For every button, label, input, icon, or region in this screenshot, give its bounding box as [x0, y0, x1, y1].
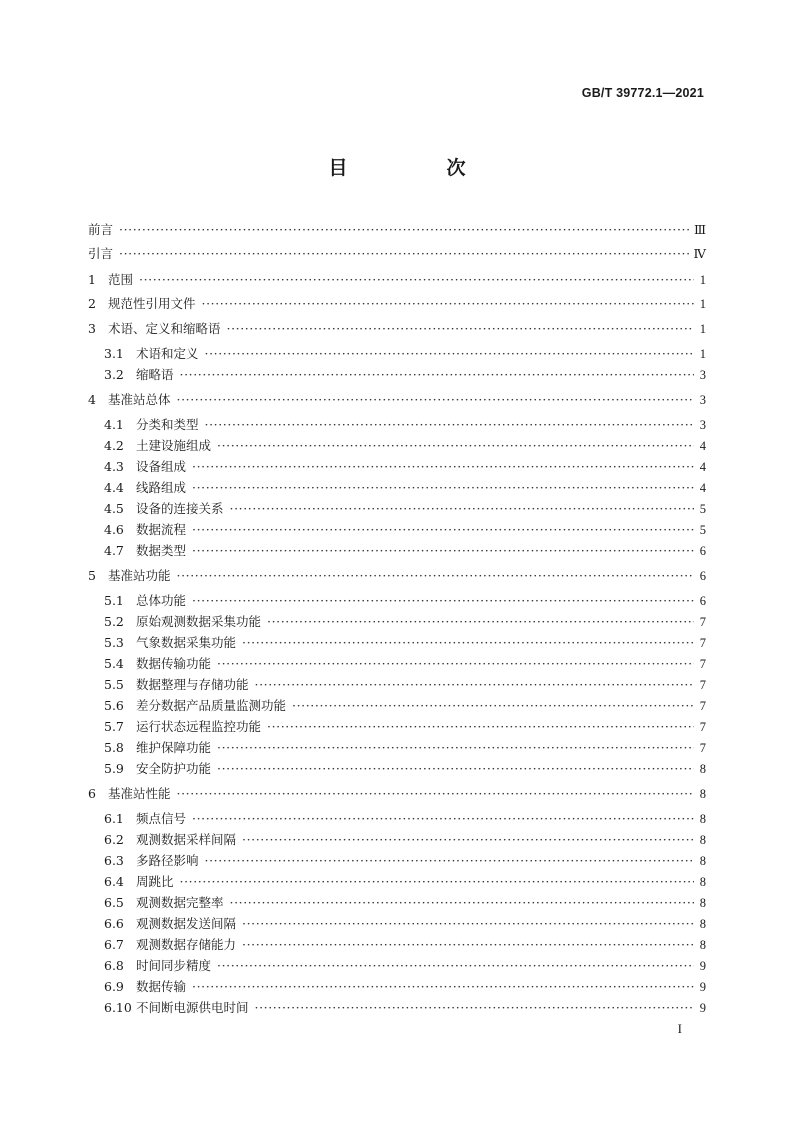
toc-entry[interactable]	[88, 914, 706, 932]
toc-entry-page: 5	[699, 502, 706, 516]
toc-entry-number: 6.5	[104, 895, 124, 910]
toc-leader-dots	[230, 501, 694, 517]
toc-entry[interactable]	[88, 956, 706, 974]
toc-entry-label: 前言	[88, 222, 114, 237]
toc-entry-page: 8	[699, 896, 706, 910]
toc-entry-label: 基准站总体	[108, 392, 171, 407]
toc-entry[interactable]	[88, 809, 706, 827]
toc-entry-number: 6.1	[104, 811, 124, 826]
toc-entry[interactable]	[88, 784, 706, 802]
toc-entry[interactable]	[88, 415, 706, 433]
toc-entry[interactable]	[88, 499, 706, 517]
toc-entry-label: 运行状态远程监控功能	[136, 719, 262, 734]
toc-entry-number: 6.3	[104, 853, 124, 868]
toc-entry[interactable]	[88, 294, 706, 312]
toc-entry-number: 6	[88, 786, 96, 801]
toc-entry[interactable]	[88, 717, 706, 735]
toc-entry[interactable]	[88, 566, 706, 584]
toc-entry[interactable]	[88, 998, 706, 1016]
toc-entry-number: 5.4	[104, 656, 124, 671]
toc-entry-number: 1	[88, 272, 96, 287]
toc-entry-number: 6.7	[104, 937, 124, 952]
toc-entry-label: 土建设施组成	[136, 438, 212, 453]
toc-entry-page: 7	[699, 678, 706, 692]
toc-entry-page: 8	[699, 812, 706, 826]
toc-leader-dots	[139, 272, 694, 288]
toc-entry-label: 规范性引用文件	[108, 296, 196, 311]
toc-entry-number: 5.3	[104, 635, 124, 650]
toc-entry-number: 6.8	[104, 958, 124, 973]
toc-entry-page: 1	[699, 297, 706, 311]
toc-entry-number: 6.4	[104, 874, 124, 889]
toc-entry[interactable]	[88, 738, 706, 756]
toc-entry-number: 4	[88, 392, 96, 407]
toc-entry-number: 5.8	[104, 740, 124, 755]
toc-leader-dots	[242, 832, 694, 848]
toc-entry-page: 8	[699, 938, 706, 952]
toc-entry-number: 6.2	[104, 832, 124, 847]
toc-entry-number: 4.1	[104, 417, 124, 432]
toc-entry-number: 2	[88, 296, 96, 311]
toc-leader-dots	[119, 222, 690, 238]
toc-leader-dots	[227, 321, 694, 337]
toc-leader-dots	[180, 367, 694, 383]
toc-entry-label: 术语、定义和缩略语	[108, 321, 221, 336]
toc-entry-number: 5.5	[104, 677, 124, 692]
toc-entry-label: 缩略语	[136, 367, 174, 382]
toc-entry[interactable]	[88, 244, 706, 262]
toc-entry-page: 8	[699, 854, 706, 868]
toc-leader-dots	[119, 246, 689, 262]
toc-leader-dots	[242, 937, 694, 953]
toc-entry-number: 4.3	[104, 459, 124, 474]
toc-entry[interactable]	[88, 541, 706, 559]
toc-entry[interactable]	[88, 851, 706, 869]
toc-entry-page: 6	[699, 594, 706, 608]
toc-entry[interactable]	[88, 935, 706, 953]
toc-entry-number: 5.9	[104, 761, 124, 776]
toc-leader-dots	[242, 916, 694, 932]
toc-entry[interactable]	[88, 893, 706, 911]
toc-entry[interactable]	[88, 270, 706, 288]
toc-entry-page: 1	[699, 347, 706, 361]
toc-leader-dots	[255, 677, 694, 693]
toc-entry-page: 3	[699, 393, 706, 407]
toc-entry-page: 1	[699, 273, 706, 287]
toc-entry-label: 维护保障功能	[136, 740, 212, 755]
toc-entry-number: 3.2	[104, 367, 124, 382]
toc-leader-dots	[205, 346, 694, 362]
toc-leader-dots	[217, 740, 694, 756]
toc-entry[interactable]	[88, 520, 706, 538]
toc-leader-dots	[217, 958, 694, 974]
toc-entry-number: 4.6	[104, 522, 124, 537]
toc-entry-label: 设备组成	[136, 459, 187, 474]
toc-entry-page: 9	[699, 1001, 706, 1015]
toc-leader-dots	[267, 719, 694, 735]
toc-entry-number: 4.7	[104, 543, 124, 558]
toc-entry-number: 5	[88, 568, 96, 583]
toc-entry[interactable]	[88, 830, 706, 848]
toc-entry-label: 安全防护功能	[136, 761, 212, 776]
toc-entry-page: 7	[699, 699, 706, 713]
toc-entry[interactable]	[88, 633, 706, 651]
page-title: 目 次	[328, 157, 506, 179]
toc-entry-page: 8	[699, 762, 706, 776]
toc-entry-label: 分类和类型	[136, 417, 199, 432]
toc-entry[interactable]	[88, 390, 706, 408]
toc-entry-number: 3.1	[104, 346, 124, 361]
toc-entry-page: 4	[699, 481, 706, 495]
toc-entry-number: 6.6	[104, 916, 124, 931]
toc-entry-number: 4.2	[104, 438, 124, 453]
toc-entry-label: 周跳比	[136, 874, 174, 889]
toc-entry-label: 数据类型	[136, 543, 187, 558]
toc-entry-number: 6.10	[104, 1000, 132, 1015]
toc-leader-dots	[192, 543, 694, 559]
toc-leader-dots	[177, 392, 694, 408]
toc-leader-dots	[192, 480, 694, 496]
toc-entry-number: 6.9	[104, 979, 124, 994]
toc-entry-page: 6	[699, 569, 706, 583]
toc-leader-dots	[202, 296, 694, 312]
toc-leader-dots	[192, 593, 694, 609]
toc-leader-dots	[217, 656, 694, 672]
toc-entry-page: 3	[699, 418, 706, 432]
toc-entry-label: 观测数据存储能力	[136, 937, 237, 952]
toc-entry-page: 4	[699, 439, 706, 453]
toc-entry-page: 9	[699, 959, 706, 973]
toc-entry-number: 3	[88, 321, 96, 336]
toc-entry-number: 4.5	[104, 501, 124, 516]
toc-entry-label: 范围	[108, 272, 134, 287]
toc-entry-label: 观测数据完整率	[136, 895, 224, 910]
toc-entry-page: 7	[699, 615, 706, 629]
toc-leader-dots	[292, 698, 694, 714]
toc-entry-label: 数据流程	[136, 522, 187, 537]
toc-entry-label: 数据传输功能	[136, 656, 212, 671]
toc-entry-page: 7	[699, 657, 706, 671]
toc-entry[interactable]	[88, 654, 706, 672]
toc-entry[interactable]	[88, 365, 706, 383]
toc-entry-page: 8	[699, 787, 706, 801]
toc-entry-page: Ⅲ	[693, 223, 706, 237]
toc-entry-page: 4	[699, 460, 706, 474]
toc-entry-label: 观测数据采样间隔	[136, 832, 237, 847]
toc-entry-label: 线路组成	[136, 480, 187, 495]
toc-entry-number: 4.4	[104, 480, 124, 495]
toc-entry-label: 引言	[88, 246, 114, 261]
toc-entry-label: 观测数据发送间隔	[136, 916, 237, 931]
toc-leader-dots	[205, 853, 694, 869]
toc-entry[interactable]	[88, 977, 706, 995]
toc-entry[interactable]	[88, 759, 706, 777]
toc-entry-label: 设备的连接关系	[136, 501, 224, 516]
toc-leader-dots	[177, 568, 694, 584]
toc-entry-page: 1	[699, 322, 706, 336]
toc-entry-page: Ⅳ	[693, 247, 706, 261]
toc-entry-label: 基准站功能	[108, 568, 171, 583]
toc-entry[interactable]	[88, 220, 706, 238]
toc-leader-dots	[205, 417, 694, 433]
toc-entry[interactable]	[88, 478, 706, 496]
standard-code: GB/T 39772.1—2021	[581, 86, 704, 100]
toc-entry[interactable]	[88, 344, 706, 362]
toc-entry-label: 基准站性能	[108, 786, 171, 801]
toc-entry[interactable]	[88, 612, 706, 630]
toc-entry[interactable]	[88, 591, 706, 609]
toc-leader-dots	[192, 459, 694, 475]
toc-entry[interactable]	[88, 675, 706, 693]
toc-entry[interactable]	[88, 872, 706, 890]
toc-entry-page: 3	[699, 368, 706, 382]
toc-entry-label: 原始观测数据采集功能	[136, 614, 262, 629]
toc-leader-dots	[255, 1000, 694, 1016]
toc-leader-dots	[230, 895, 694, 911]
toc-entry-number: 5.7	[104, 719, 124, 734]
toc-entry-label: 频点信号	[136, 811, 187, 826]
toc-entry-page: 7	[699, 720, 706, 734]
toc-entry-label: 总体功能	[136, 593, 187, 608]
toc-entry[interactable]	[88, 457, 706, 475]
toc-entry-page: 8	[699, 917, 706, 931]
toc-entry-page: 7	[699, 741, 706, 755]
toc-entry[interactable]	[88, 436, 706, 454]
toc-leader-dots	[267, 614, 694, 630]
toc-leader-dots	[180, 874, 694, 890]
toc-entry-label: 气象数据采集功能	[136, 635, 237, 650]
toc-entry-page: 5	[699, 523, 706, 537]
toc-entry-label: 不间断电源供电时间	[136, 1000, 249, 1015]
toc-leader-dots	[192, 522, 694, 538]
toc-entry-number: 5.1	[104, 593, 124, 608]
toc-entry-page: 6	[699, 544, 706, 558]
toc-entry-label: 术语和定义	[136, 346, 199, 361]
toc-entry[interactable]	[88, 696, 706, 714]
toc-entry-number: 5.2	[104, 614, 124, 629]
toc-entry-page: 9	[699, 980, 706, 994]
toc-leader-dots	[192, 811, 694, 827]
toc-entry-label: 多路径影响	[136, 853, 199, 868]
toc-leader-dots	[217, 438, 694, 454]
toc-leader-dots	[177, 786, 694, 802]
toc-leader-dots	[242, 635, 694, 651]
toc-leader-dots	[192, 979, 694, 995]
page-number: I	[677, 1021, 682, 1036]
toc-entry-label: 数据传输	[136, 979, 187, 994]
toc-entry-label: 差分数据产品质量监测功能	[136, 698, 287, 713]
toc-entry-page: 8	[699, 875, 706, 889]
toc-entry-number: 5.6	[104, 698, 124, 713]
toc-entry-label: 时间同步精度	[136, 958, 212, 973]
toc-entry-page: 7	[699, 636, 706, 650]
toc-entry-page: 8	[699, 833, 706, 847]
toc-leader-dots	[217, 761, 694, 777]
toc-entry[interactable]	[88, 319, 706, 337]
toc-entry-label: 数据整理与存储功能	[136, 677, 249, 692]
